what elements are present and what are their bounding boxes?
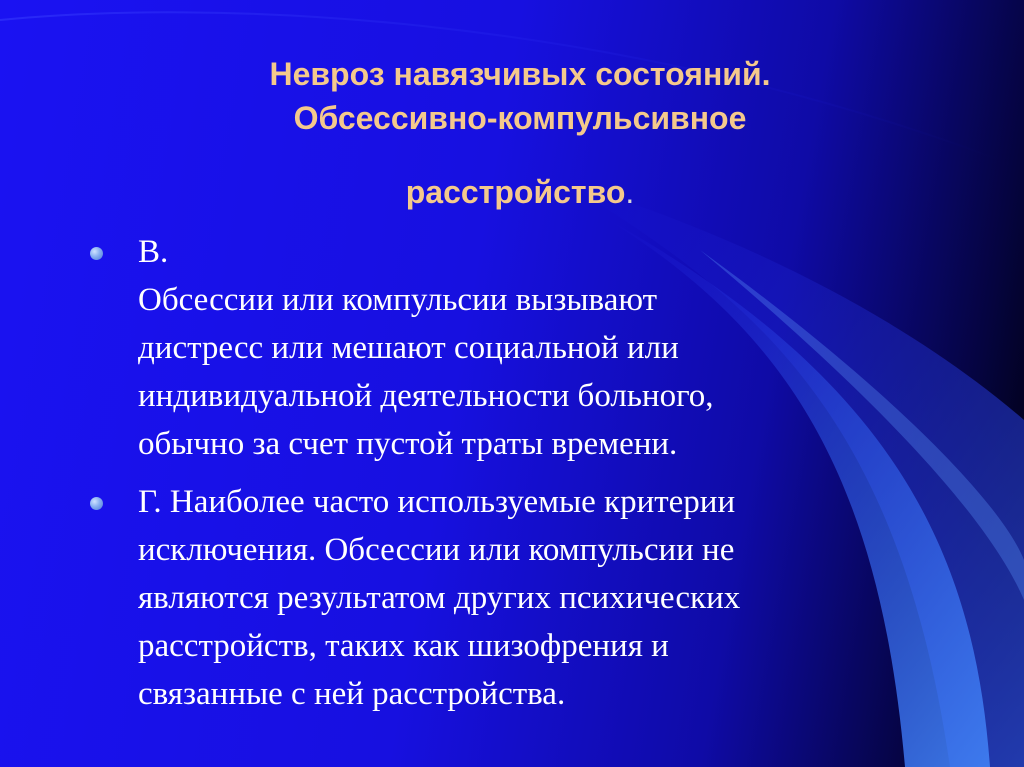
bullet-item (88, 478, 888, 718)
bullet-line: индивидуальной деятельности больного, (138, 378, 714, 414)
bullet-line (138, 228, 888, 324)
title-line-2: Обсессивно-компульсивное (293, 100, 747, 136)
slide-title (170, 52, 870, 214)
bullet-list (88, 228, 888, 728)
bullet-line: расстройств, таких как шизофрения и (138, 628, 669, 664)
title-line-3 (170, 170, 870, 214)
bullet-line: обычно за счет пустой траты времени. (138, 426, 678, 462)
bullet-line: являются результатом других психических (138, 580, 741, 616)
bullet-item (88, 228, 888, 468)
bullet-dot-icon (90, 247, 103, 260)
bullet-line: Г. Наиболее часто используемые критерии (138, 484, 736, 520)
bullet-text (138, 478, 888, 718)
bullet-label: В. (138, 234, 169, 270)
title-period: . (625, 174, 635, 210)
bullet-line-text: Обсессии или компульсии вызывают (138, 282, 657, 318)
bullet-line: исключения. Обсессии или компульсии не (138, 532, 735, 568)
bullet-line: дистресс или мешают социальной или (138, 330, 679, 366)
title-line-1: Невроз навязчивых состояний. (269, 56, 771, 92)
title-line-3-text: расстройство (405, 174, 626, 210)
bullet-dot-icon (90, 497, 103, 510)
bullet-text (138, 228, 888, 468)
bullet-line: связанные с ней расстройства. (138, 676, 566, 712)
